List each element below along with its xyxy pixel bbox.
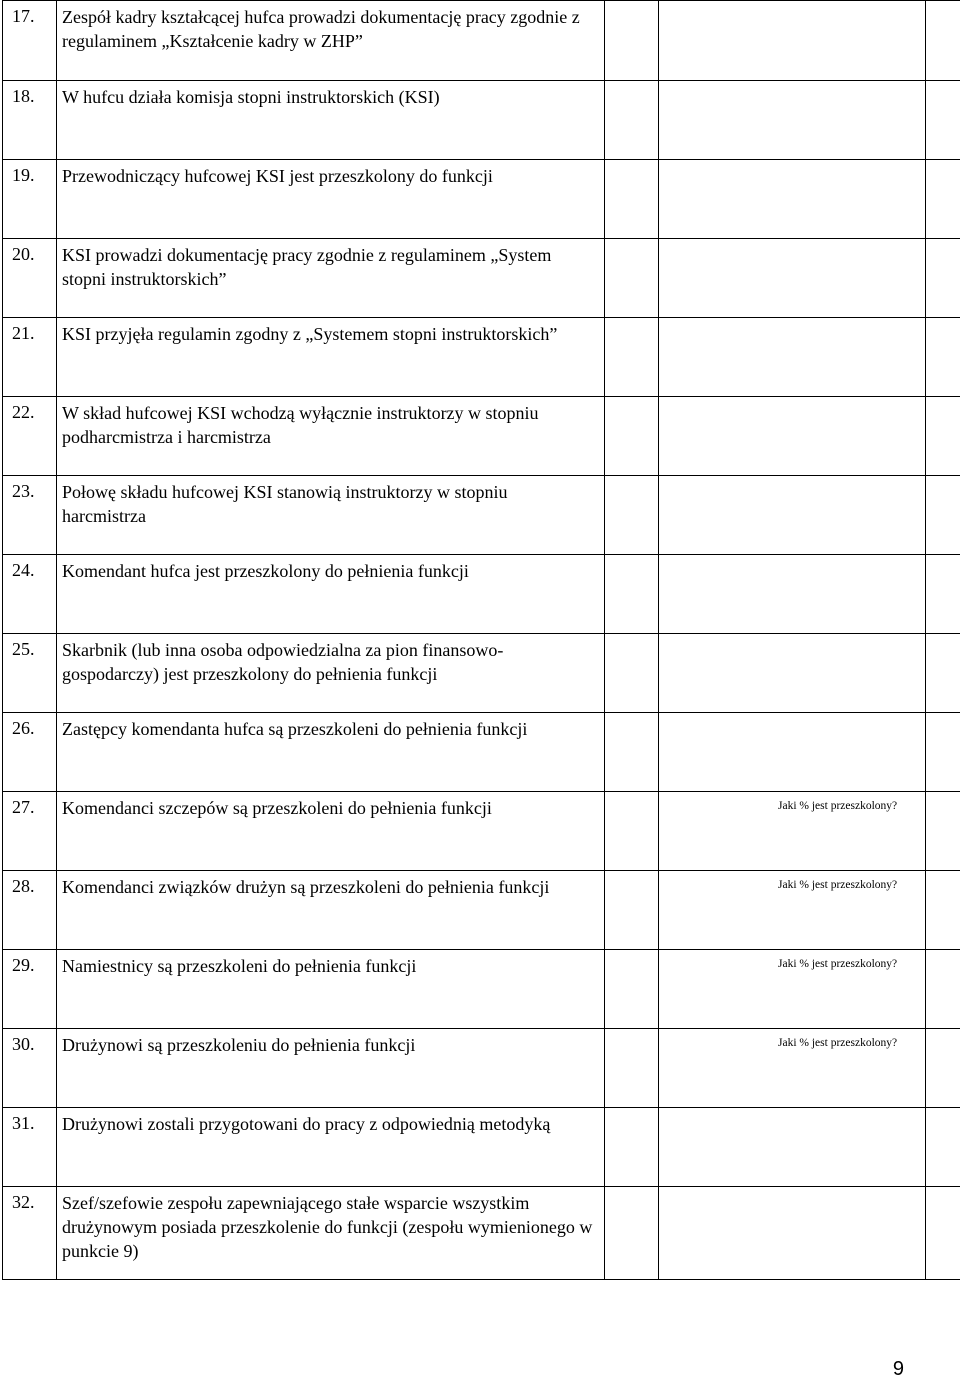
answer-cell[interactable] <box>605 1108 659 1187</box>
comment-cell[interactable] <box>659 397 926 476</box>
table-row <box>3 634 960 713</box>
score-cell[interactable] <box>926 239 960 318</box>
row-text: Przewodniczący hufcowej KSI jest przeszkolony do funkcji <box>57 160 605 239</box>
score-cell[interactable] <box>926 1029 960 1108</box>
comment-cell[interactable] <box>659 634 926 713</box>
answer-cell[interactable] <box>605 81 659 160</box>
answer-cell[interactable] <box>605 1187 659 1280</box>
table-row <box>3 871 960 950</box>
row-number: 22. <box>3 397 57 476</box>
table-row <box>3 555 960 634</box>
table-row <box>3 318 960 397</box>
row-number: 23. <box>3 476 57 555</box>
row-text: Skarbnik (lub inna osoba odpowiedzialna za pion finansowo-gospodarczy) jest przeszkolony do pełnienia funkcji <box>57 634 605 713</box>
answer-cell[interactable] <box>605 1029 659 1108</box>
answer-cell[interactable] <box>605 871 659 950</box>
row-number: 27. <box>3 792 57 871</box>
row-number: 28. <box>3 871 57 950</box>
page-number: 9 <box>892 1358 904 1380</box>
score-cell[interactable] <box>926 950 960 1029</box>
row-number: 19. <box>3 160 57 239</box>
row-text: Drużynowi są przeszkoleniu do pełnienia funkcji <box>57 1029 605 1108</box>
comment-cell[interactable] <box>659 160 926 239</box>
comment-cell[interactable] <box>659 950 926 1029</box>
score-cell[interactable] <box>926 397 960 476</box>
comment-cell[interactable] <box>659 1 926 81</box>
comment-cell[interactable] <box>659 1187 926 1280</box>
checklist-table <box>2 0 960 1280</box>
score-cell[interactable] <box>926 713 960 792</box>
row-text: W hufcu działa komisja stopni instruktorskich (KSI) <box>57 81 605 160</box>
comment-cell[interactable] <box>659 239 926 318</box>
row-number: 24. <box>3 555 57 634</box>
table-row <box>3 713 960 792</box>
row-text: KSI przyjęła regulamin zgodny z „Systemem stopni instruktorskich” <box>57 318 605 397</box>
answer-cell[interactable] <box>605 239 659 318</box>
percent-trained-note: Jaki % jest przeszkolony? <box>778 879 898 891</box>
row-text: Drużynowi zostali przygotowani do pracy z odpowiednią metodyką <box>57 1108 605 1187</box>
answer-cell[interactable] <box>605 318 659 397</box>
percent-trained-note: Jaki % jest przeszkolony? <box>778 958 898 970</box>
score-cell[interactable] <box>926 318 960 397</box>
row-text: Komendant hufca jest przeszkolony do pełnienia funkcji <box>57 555 605 634</box>
comment-cell[interactable] <box>659 871 926 950</box>
answer-cell[interactable] <box>605 634 659 713</box>
percent-trained-note: Jaki % jest przeszkolony? <box>778 1037 898 1049</box>
score-cell[interactable] <box>926 634 960 713</box>
score-cell[interactable] <box>926 555 960 634</box>
comment-cell[interactable] <box>659 713 926 792</box>
score-cell[interactable] <box>926 476 960 555</box>
table-row <box>3 476 960 555</box>
comment-cell[interactable] <box>659 555 926 634</box>
comment-cell[interactable] <box>659 1108 926 1187</box>
table-row <box>3 1187 960 1280</box>
table-row <box>3 950 960 1029</box>
table-row <box>3 1 960 81</box>
score-cell[interactable] <box>926 1 960 81</box>
row-number: 17. <box>3 1 57 81</box>
answer-cell[interactable] <box>605 555 659 634</box>
answer-cell[interactable] <box>605 1 659 81</box>
row-number: 18. <box>3 81 57 160</box>
row-number: 25. <box>3 634 57 713</box>
answer-cell[interactable] <box>605 160 659 239</box>
row-number: 20. <box>3 239 57 318</box>
row-number: 32. <box>3 1187 57 1280</box>
table-row <box>3 1108 960 1187</box>
row-number: 21. <box>3 318 57 397</box>
answer-cell[interactable] <box>605 950 659 1029</box>
row-number: 26. <box>3 713 57 792</box>
answer-cell[interactable] <box>605 792 659 871</box>
percent-trained-note: Jaki % jest przeszkolony? <box>778 800 898 812</box>
score-cell[interactable] <box>926 81 960 160</box>
row-number: 29. <box>3 950 57 1029</box>
table-row <box>3 792 960 871</box>
row-text: Szef/szefowie zespołu zapewniającego stałe wsparcie wszystkim drużynowym posiada przeszkolenie do funkcji (zespołu wymienionego w punkcie 9) <box>57 1187 605 1280</box>
row-text: Zastępcy komendanta hufca są przeszkoleni do pełnienia funkcji <box>57 713 605 792</box>
comment-cell[interactable] <box>659 792 926 871</box>
comment-cell[interactable] <box>659 318 926 397</box>
score-cell[interactable] <box>926 1187 960 1280</box>
row-number: 30. <box>3 1029 57 1108</box>
table-row <box>3 1029 960 1108</box>
table-row <box>3 160 960 239</box>
answer-cell[interactable] <box>605 397 659 476</box>
answer-cell[interactable] <box>605 476 659 555</box>
row-text: Namiestnicy są przeszkoleni do pełnienia funkcji <box>57 950 605 1029</box>
comment-cell[interactable] <box>659 1029 926 1108</box>
answer-cell[interactable] <box>605 713 659 792</box>
row-text: Komendanci szczepów są przeszkoleni do pełnienia funkcji <box>57 792 605 871</box>
row-number: 31. <box>3 1108 57 1187</box>
row-text: Zespół kadry kształcącej hufca prowadzi dokumentację pracy zgodnie z regulaminem „Kształcenie kadry w ZHP” <box>57 1 605 81</box>
table-row <box>3 239 960 318</box>
score-cell[interactable] <box>926 160 960 239</box>
row-text: W skład hufcowej KSI wchodzą wyłącznie instruktorzy w stopniu podharcmistrza i harcmistrza <box>57 397 605 476</box>
comment-cell[interactable] <box>659 81 926 160</box>
row-text: Komendanci związków drużyn są przeszkoleni do pełnienia funkcji <box>57 871 605 950</box>
table-row <box>3 81 960 160</box>
table-row <box>3 397 960 476</box>
row-text: KSI prowadzi dokumentację pracy zgodnie z regulaminem „System stopni instruktorskich” <box>57 239 605 318</box>
row-text: Połowę składu hufcowej KSI stanowią instruktorzy w stopniu harcmistrza <box>57 476 605 555</box>
score-cell[interactable] <box>926 1108 960 1187</box>
score-cell[interactable] <box>926 871 960 950</box>
score-cell[interactable] <box>926 792 960 871</box>
comment-cell[interactable] <box>659 476 926 555</box>
